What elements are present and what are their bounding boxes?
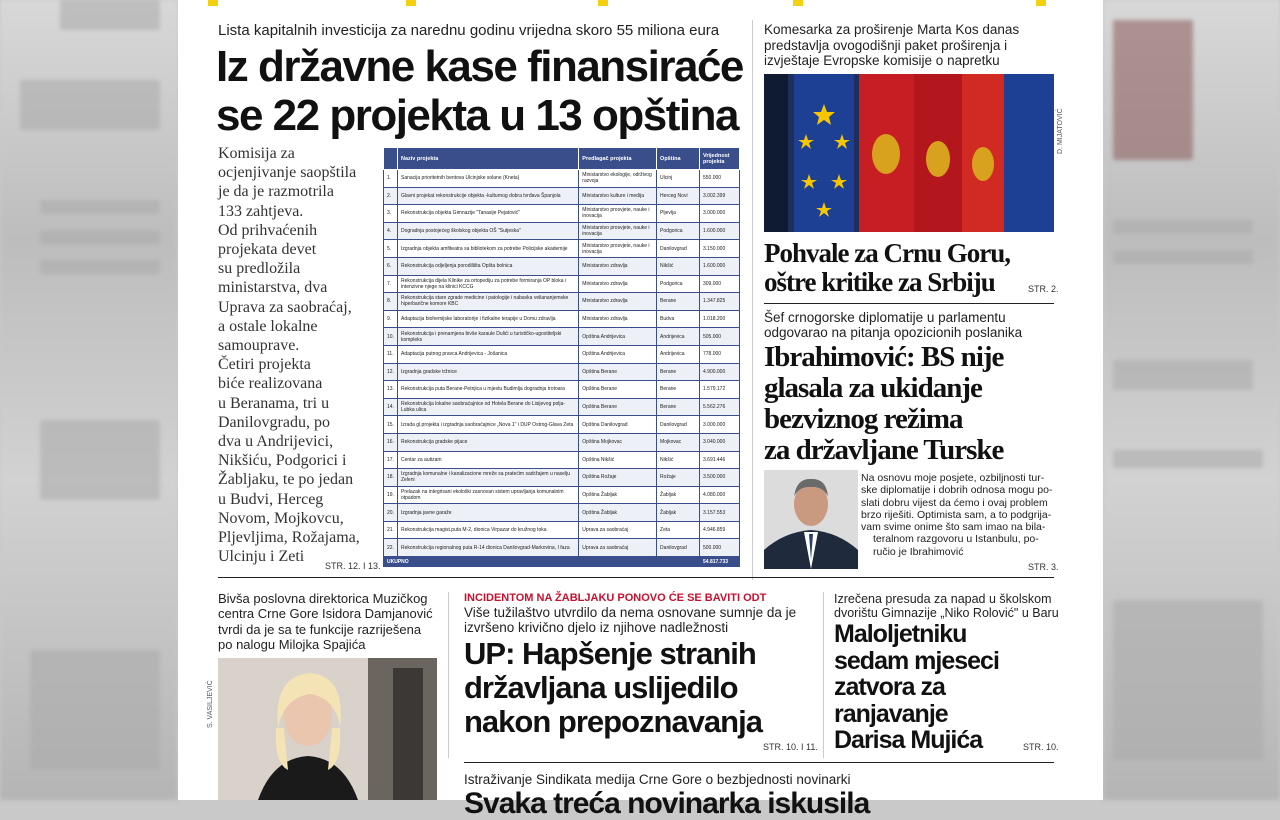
table-row	[384, 310, 740, 328]
malo-headline[interactable]	[834, 621, 999, 754]
table-row	[384, 240, 740, 258]
lead-body-line: samouprave.	[218, 337, 300, 355]
table-cell-proposer: Opština Nikšić	[579, 451, 657, 469]
nav-tab[interactable]	[406, 0, 416, 6]
table-cell-name: Adaptacija biohemijske laboratorije i fizikalne terapije u Domu zdravlja	[397, 310, 578, 328]
lead-body-line: Danilovgradu, po	[218, 413, 330, 431]
malo-headline-line: sedam mjeseci	[834, 646, 999, 675]
table-cell-value: 1.600.000	[700, 222, 740, 240]
lead-body-line: dva u Andrijevici,	[218, 433, 334, 451]
table-cell-value: 3.000.000	[700, 416, 740, 434]
table-row	[384, 433, 740, 451]
table-row	[384, 469, 740, 487]
table-cell-proposer: Ministarstvo zdravlja	[579, 293, 657, 311]
lead-body-line: a ostale lokalne	[218, 317, 318, 335]
nav-tab[interactable]	[1036, 0, 1046, 6]
table-cell-value: 1.018.200	[700, 310, 740, 328]
table-cell-num: 10.	[384, 328, 398, 346]
lead-body-line: Od prihvaćenih	[218, 221, 318, 239]
table-cell-proposer: Opština Mojkovac	[579, 433, 657, 451]
nav-tab[interactable]	[793, 0, 803, 6]
damjanovic-kicker-line: tvrdi da je sa te funkcije razriješena	[218, 621, 422, 637]
lead-headline-line1[interactable]: Iz državne kase finansiraće	[216, 42, 743, 91]
table-cell-municipality: Pljevlja	[657, 205, 700, 223]
table-cell-num: 18.	[384, 469, 398, 487]
table-row	[384, 416, 740, 434]
table-cell-name: Rekonstrukcija puta Berane-Petnjica u mjestu Budimlja dogradnja trotoara	[397, 381, 578, 399]
table-cell-proposer: Ministarstvo prosvjete, nauke i inovacija	[579, 222, 657, 240]
table-row	[384, 275, 740, 293]
ibra-body-line: teralnom razgovoru u Istanbulu, po-	[873, 533, 1039, 546]
lead-body-line: projekata devet	[218, 241, 317, 259]
table-cell-value: 4.900.000	[700, 363, 740, 381]
table-cell-municipality: Danilovgrad	[657, 240, 700, 258]
lead-body-line: Četiri projekta	[218, 356, 311, 374]
table-cell-num: 7.	[384, 275, 398, 293]
table-row	[384, 504, 740, 522]
table-cell-proposer: Ministarstvo prosvjete, nauke i inovacija	[579, 205, 657, 223]
ibra-body-line: slati dobru vijest da ćemo i ovaj problem	[861, 496, 1048, 509]
table-cell-name: Glavni projekat rekonstrukcije objekta -kulturnog dobra tvrđava Španjola	[397, 187, 578, 205]
up-kicker-line1: Više tužilaštvo utvrdilo da nema osnovane sumnje da je	[464, 605, 797, 620]
table-cell-name: Rekonstrukcija i prenamjena bivše karaule Dulići u turističko-ugostiteljski kompleks	[397, 328, 578, 346]
table-cell-num: 20.	[384, 504, 398, 522]
table-row	[384, 539, 740, 557]
lead-body-line: biće realizovana	[218, 375, 323, 393]
table-cell-num: 1.	[384, 170, 398, 188]
background-left	[0, 0, 178, 800]
table-row	[384, 205, 740, 223]
up-headline-line: državljana uslijedilo	[464, 670, 738, 705]
table-cell-num: 9.	[384, 310, 398, 328]
table-cell-num: 12.	[384, 363, 398, 381]
damjanovic-photo-illustration	[218, 658, 437, 800]
table-row	[384, 170, 740, 188]
table-row	[384, 451, 740, 469]
ibra-body	[861, 472, 1055, 558]
table-cell-municipality: Budva	[657, 310, 700, 328]
table-cell-value: 3.157.553	[700, 504, 740, 522]
table-cell-proposer: Opština Andrijevica	[579, 328, 657, 346]
table-cell-num: 21.	[384, 521, 398, 539]
malo-headline-line: Darisa Mujića	[834, 726, 983, 754]
table-cell-value: 3.040.000	[700, 433, 740, 451]
background-right	[1103, 0, 1280, 800]
kos-kicker-line2: predstavlja ovogodišnji paket proširenja i	[764, 38, 1008, 53]
table-cell-name: Izgradnja komunalne i kanalizacione mreže sa pratećim sadržajem u naselju Zeleni	[397, 469, 578, 487]
lead-body-line: u Beranama, tri u	[218, 394, 330, 412]
table-cell-proposer: Ministarstvo prosvjete, nauke i inovacija	[579, 240, 657, 258]
smcg-headline[interactable]: Svaka treća novinarka iskusila	[464, 787, 870, 820]
column-divider	[448, 592, 449, 758]
table-cell-value: 309.000	[700, 275, 740, 293]
table-cell-municipality: Berane	[657, 381, 700, 399]
table-cell-value: 550.000	[700, 170, 740, 188]
table-row	[384, 222, 740, 240]
damjanovic-kicker	[218, 591, 448, 652]
table-cell-municipality: Berane	[657, 363, 700, 381]
table-cell-value: 1.579.172	[700, 381, 740, 399]
table-cell-name: Izgradnja gradske tržnice	[397, 363, 578, 381]
lead-page-ref[interactable]: STR. 12. I 13.	[325, 561, 381, 571]
lead-body-line: Komisija za	[218, 145, 295, 162]
smcg-kicker: Istraživanje Sindikata medija Crne Gore o bezbjednosti novinarki	[464, 772, 851, 787]
table-header-municipality: Opština	[657, 148, 700, 170]
table-cell-value: 5.562.276	[700, 398, 740, 416]
bottom-section-rule	[464, 762, 1054, 763]
up-red-kicker: INCIDENTOM NA ŽABLJAKU PONOVO ĆE SE BAVITI ODT	[464, 592, 767, 604]
up-headline-line: nakon prepoznavanja	[464, 704, 762, 739]
table-cell-municipality: Ulcinj	[657, 170, 700, 188]
table-header-value: Vrijednost projekta	[700, 148, 740, 170]
table-cell-proposer: Opština Žabljak	[579, 486, 657, 504]
table-row	[384, 187, 740, 205]
table-cell-name: Rekonstrukcija lokalne saobraćajnice od Hotela Berane do Lisijevog polja-Lubka ulica	[397, 398, 578, 416]
lead-body-line: Novom, Mojkovcu,	[218, 509, 344, 527]
table-row	[384, 328, 740, 346]
table-cell-name: Rekonstrukcija gradske pijace	[397, 433, 578, 451]
table-cell-proposer: Uprava za saobraćaj	[579, 521, 657, 539]
lead-body-line: Pljevljima, Rožajama,	[218, 529, 360, 547]
table-cell-municipality: Herceg Novi	[657, 187, 700, 205]
kos-headline-line2[interactable]: oštre kritike za Srbiju	[764, 267, 995, 297]
malo-kicker-line1: Izrečena presuda za napad u školskom	[834, 592, 1052, 606]
table-cell-proposer: Ministarstvo zdravlja	[579, 257, 657, 275]
malo-kicker-line2: dvorištu Gimnazije „Niko Rolović" u Baru	[834, 606, 1059, 620]
table-cell-num: 3.	[384, 205, 398, 223]
table-cell-municipality: Podgorica	[657, 275, 700, 293]
table-cell-num: 13.	[384, 381, 398, 399]
table-body	[384, 170, 740, 557]
lead-body-line: Žabljaku, te po jedan	[218, 471, 354, 489]
table-cell-proposer: Opština Berane	[579, 363, 657, 381]
damjanovic-kicker-line: po nalogu Milojka Spajića	[218, 636, 366, 652]
ibra-body-line: ske diplomatije i dobrih odnosa mogu po-	[861, 484, 1053, 497]
table-cell-value: 3.500.000	[700, 469, 740, 487]
lead-headline-line2[interactable]: se 22 projekta u 13 opština	[216, 91, 738, 140]
lower-section-rule	[218, 577, 1054, 578]
table-header-num	[384, 148, 398, 170]
malo-page-ref[interactable]: STR. 10.	[1023, 742, 1059, 752]
table-row	[384, 345, 740, 363]
table-cell-municipality: Danilovgrad	[657, 539, 700, 557]
up-kicker-line2: izvršeno krivično djelo iz njihove nadležnosti	[464, 620, 729, 635]
kos-kicker-line3: izvještaje Evropske komisije o napretku	[764, 53, 1000, 68]
table-cell-value: 3.150.000	[700, 240, 740, 258]
damjanovic-kicker-line: Bivša poslovna direktorica Muzičkog	[218, 591, 428, 606]
table-cell-proposer: Opština Berane	[579, 381, 657, 399]
table-cell-name: Dogradnja postojećeg školskog objekta OŠ "Sutjeska"	[397, 222, 578, 240]
table-cell-municipality: Nikšić	[657, 257, 700, 275]
table-cell-num: 5.	[384, 240, 398, 258]
damjanovic-kicker-line: centra Crne Gore Isidora Damjanović	[218, 606, 433, 622]
flags-photo-illustration	[764, 74, 1054, 232]
table-cell-num: 19.	[384, 486, 398, 504]
table-cell-name: Rekonstrukcija dijela Klinike za ortopediju za potrebe formiranja OP bloka i intenzivne njege na klinici KCCG	[397, 275, 578, 293]
table-row	[384, 398, 740, 416]
table-cell-municipality: Mojkovac	[657, 433, 700, 451]
table-cell-proposer: Opština Andrijevica	[579, 345, 657, 363]
table-cell-num: 2.	[384, 187, 398, 205]
table-cell-num: 6.	[384, 257, 398, 275]
table-cell-num: 8.	[384, 293, 398, 311]
table-cell-name: Rekonstrukcija odjeljenja porodilišta Opšta bolnica	[397, 257, 578, 275]
table-cell-proposer: Uprava za saobraćaj	[579, 539, 657, 557]
kos-kicker-line1: Komesarka za proširenje Marta Kos danas	[764, 22, 1020, 37]
table-cell-proposer: Opština Berane	[579, 398, 657, 416]
table-cell-value: 505.000	[700, 328, 740, 346]
table-cell-value: 4.946.859	[700, 521, 740, 539]
table-cell-municipality: Podgorica	[657, 222, 700, 240]
table-cell-proposer: Ministarstvo zdravlja	[579, 310, 657, 328]
ibra-body-line: ručio je Ibrahimović	[873, 545, 964, 558]
kos-page-ref[interactable]: STR. 2.	[1028, 284, 1059, 294]
ibra-body-line: vam svime onime što sam imao na bila-	[861, 521, 1046, 534]
table-cell-municipality: Žabljak	[657, 486, 700, 504]
table-cell-num: 17.	[384, 451, 398, 469]
table-total-label: UKUPNO	[384, 557, 700, 567]
column-divider	[823, 592, 824, 758]
table-cell-name: Rekonstrukcija objekta Gimnazije "Tanasije Pejatović"	[397, 205, 578, 223]
ibra-kicker-line2: odgovarao na pitanja opozicionih poslanika	[764, 325, 1023, 340]
ibra-kicker-line1: Šef crnogorske diplomatije u parlamentu	[764, 310, 1006, 325]
flags-photo[interactable]	[764, 74, 1054, 232]
lead-body-line: ministarstva, dva	[218, 279, 328, 297]
ibra-page-ref[interactable]: STR. 3.	[1028, 562, 1059, 572]
table-cell-name: Adaptacija putnog pravca Andrijevica - Jošanica	[397, 345, 578, 363]
ibra-headline-line: bezviznog režima	[764, 403, 963, 435]
ibra-body-line: Na osnovu moje posjete, ozbiljnosti tur-	[861, 472, 1045, 484]
table-cell-name: Izgradnja objekta amfiteatra sa bibliotekom za potrebe Policijske akademije	[397, 240, 578, 258]
table-cell-num: 16.	[384, 433, 398, 451]
lead-body-line: Uprava za saobraćaj,	[218, 298, 352, 316]
lead-body-line: 133 zahtjeva.	[218, 202, 304, 220]
table-cell-proposer: Opština Žabljak	[579, 504, 657, 522]
kos-headline-line1[interactable]: Pohvale za Crnu Goru,	[764, 238, 1010, 268]
table-cell-name: Izgradnja javne garaže	[397, 504, 578, 522]
table-cell-num: 15.	[384, 416, 398, 434]
table-header-row	[384, 148, 740, 170]
table-row	[384, 381, 740, 399]
table-cell-value: 778.000	[700, 345, 740, 363]
table-cell-municipality: Zeta	[657, 521, 700, 539]
table-cell-value: 3.000.000	[700, 205, 740, 223]
table-cell-value: 1.600.000	[700, 257, 740, 275]
table-cell-value: 3.691.446	[700, 451, 740, 469]
table-cell-proposer: Ministarstvo kulture i medija	[579, 187, 657, 205]
section-rule	[764, 303, 1054, 304]
table-row	[384, 521, 740, 539]
table-cell-municipality: Andrijevica	[657, 345, 700, 363]
table-cell-municipality: Danilovgrad	[657, 416, 700, 434]
table-header-name: Naziv projekta	[397, 148, 578, 170]
table-cell-name: Sanacija prioritetnih bentova Ulcinjske solane (Kneta)	[397, 170, 578, 188]
table-cell-num: 11.	[384, 345, 398, 363]
table-cell-municipality: Berane	[657, 398, 700, 416]
table-cell-value: 4.080.000	[700, 486, 740, 504]
ibrahimovic-photo[interactable]	[764, 470, 858, 569]
table-cell-num: 14.	[384, 398, 398, 416]
table-total-value: 54.817.733	[700, 557, 740, 567]
table-cell-name: Rekonstrukcija magist.puta M-2, dionica Virpazar do kružnog toka	[397, 521, 578, 539]
lead-body-line: Nikšiću, Podgorici i	[218, 452, 347, 470]
lead-body-line: ocjenjivanje saopštila	[218, 164, 357, 182]
table-cell-name: Rekonstrukcija stare zgrade medicine i patologije i nabavka veliananjemske hiperbarične komore KBC	[397, 293, 578, 311]
table-row	[384, 293, 740, 311]
table-cell-proposer: Opština Rožaje	[579, 469, 657, 487]
lead-body-line: su predložila	[218, 260, 301, 278]
table-cell-name: Rekonstrukcija regionalnog puta R-14 dionica Danilovgrad-Markovina, I faza	[397, 539, 578, 557]
table-cell-num: 22.	[384, 539, 398, 557]
up-headline-line: UP: Hapšenje stranih	[464, 636, 756, 671]
table-row	[384, 486, 740, 504]
nav-tab[interactable]	[598, 0, 608, 6]
column-divider	[752, 20, 753, 580]
table-cell-proposer: Ministarstvo ekologije, održivog razvoja	[579, 170, 657, 188]
table-cell-name: Izrada gl.projekta i izgradnja saobraćajnice „Nova 1" i DUP Ostrog-Glava Zeta	[397, 416, 578, 434]
damjanovic-photo-credit: S. VASILJEVIĆ	[207, 680, 214, 728]
table-cell-num: 4.	[384, 222, 398, 240]
lead-body-line: Ulcinju i Zeti	[218, 548, 305, 566]
up-page-ref[interactable]: STR. 10. I 11.	[763, 742, 818, 752]
lead-body	[218, 144, 378, 566]
table-cell-municipality: Andrijevica	[657, 328, 700, 346]
newspaper-page	[178, 0, 1103, 820]
lead-body-line: je da je razmotrila	[218, 183, 334, 201]
table-cell-name: Prelazak na integrisani ekološki zasnovan sistem upravljanja komunalnim otpadom	[397, 486, 578, 504]
table-total-row	[384, 557, 740, 567]
lead-kicker: Lista kapitalnih investicija za narednu godinu vrijedna skoro 55 miliona eura	[218, 22, 720, 39]
ibra-headline[interactable]	[764, 342, 1003, 466]
ibrahimovic-photo-illustration	[764, 470, 858, 569]
malo-headline-line: Maloljetniku	[834, 620, 967, 648]
malo-headline-line: zatvora za	[834, 673, 945, 701]
table-cell-municipality: Žabljak	[657, 504, 700, 522]
table-cell-proposer: Ministarstvo zdravlja	[579, 275, 657, 293]
section-nav	[178, 0, 1103, 8]
nav-tab[interactable]	[208, 0, 218, 6]
ibra-headline-line: za državljane Turske	[764, 434, 1004, 466]
projects-table	[383, 147, 740, 567]
ibra-headline-line: Ibrahimović: BS nije	[764, 341, 1004, 373]
table-cell-value: 500.000	[700, 539, 740, 557]
damjanovic-photo[interactable]	[218, 658, 437, 800]
up-headline[interactable]	[464, 637, 762, 739]
table-cell-name: Centar za autizam	[397, 451, 578, 469]
ibra-body-line: brzo riješiti. Optimista sam, a to podgrija-	[861, 508, 1052, 521]
table-cell-municipality: Rožaje	[657, 469, 700, 487]
table-header-proposer: Predlagač projekta	[579, 148, 657, 170]
table-row	[384, 257, 740, 275]
table-cell-value: 1.347.825	[700, 293, 740, 311]
table-row	[384, 363, 740, 381]
table-cell-municipality: Berane	[657, 293, 700, 311]
table-cell-proposer: Opština Danilovgrad	[579, 416, 657, 434]
ibra-headline-line: glasala za ukidanje	[764, 372, 982, 404]
lead-body-line: u Budvi, Herceg	[218, 490, 324, 508]
kos-photo-credit: D. MIJATOVIĆ	[1057, 108, 1064, 154]
malo-headline-line: ranjavanje	[834, 699, 948, 728]
table-cell-municipality: Nikšić	[657, 451, 700, 469]
table-cell-value: 3.002.399	[700, 187, 740, 205]
